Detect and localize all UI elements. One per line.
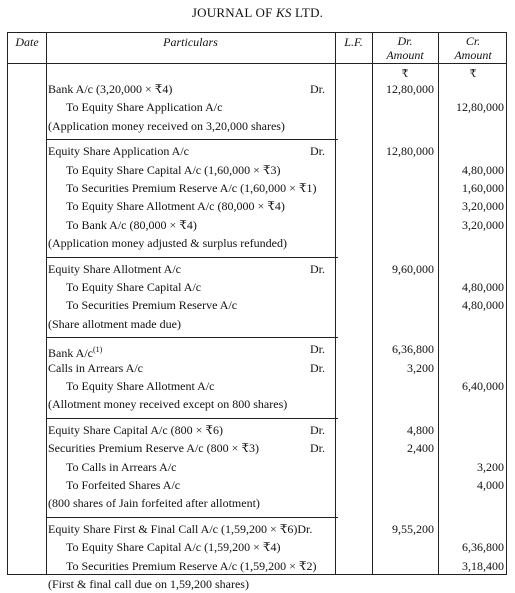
debit-amount: 9,55,200 <box>392 521 434 536</box>
particular-text: To Equity Share Allotment A/c (80,000 × ₹4) <box>66 199 285 214</box>
debit-amount: 2,400 <box>407 441 434 456</box>
entry-particular <box>66 539 281 556</box>
credit-amount: 4,80,000 <box>462 298 504 313</box>
particular-text: To Forfeited Shares A/c <box>66 478 181 492</box>
credit-amount: 12,80,000 <box>456 100 504 115</box>
particular-text: Equity Share First & Final Call A/c (1,59,200 × ₹6)Dr. <box>48 521 313 536</box>
dr-currency-symbol: ₹ <box>401 68 409 80</box>
entry-particular <box>48 118 285 135</box>
credit-amount: 4,000 <box>477 478 504 492</box>
entry-divider <box>46 418 338 419</box>
entry-particular <box>48 81 172 98</box>
entry-particular <box>66 279 201 296</box>
entry-particular <box>66 217 197 234</box>
credit-amount: 6,40,000 <box>462 379 504 393</box>
particular-text: (Share allotment made due) <box>48 316 181 331</box>
credit-amount: 4,80,000 <box>462 162 504 177</box>
particular-text: (Application money received on 3,20,000 shares) <box>48 118 285 133</box>
col-divider-particulars <box>335 33 336 574</box>
title-company: KS <box>275 5 292 20</box>
entry-particular <box>48 576 249 593</box>
particular-text: (Allotment money received except on 800 shares) <box>48 397 288 412</box>
debit-amount: 12,80,000 <box>386 144 434 159</box>
entry-particular <box>48 360 143 377</box>
entry-particular <box>48 235 287 252</box>
entry-particular <box>66 297 237 314</box>
entry-particular <box>48 422 223 439</box>
header-particulars: Particulars <box>163 35 218 49</box>
debit-marker: Dr. <box>310 441 325 456</box>
debit-amount: 12,80,000 <box>386 82 434 96</box>
entry-particular <box>66 99 222 116</box>
particular-text: (First & final call due on 1,59,200 shares) <box>48 577 249 591</box>
entry-particular <box>48 261 181 278</box>
particular-text: To Equity Share Capital A/c (1,60,000 × ₹3) <box>66 162 281 177</box>
credit-amount: 3,200 <box>477 459 504 474</box>
debit-marker: Dr. <box>310 342 325 357</box>
particular-text: To Securities Premium Reserve A/c (1,60,000 × ₹1) <box>66 181 317 195</box>
particular-text: To Securities Premium Reserve A/c <box>66 298 238 313</box>
debit-marker: Dr. <box>310 360 325 375</box>
debit-marker: Dr. <box>310 422 325 437</box>
particular-text: Equity Share Allotment A/c <box>48 261 181 276</box>
header-cr-amount: Cr. Amount <box>454 34 492 62</box>
credit-amount: 4,80,000 <box>462 280 504 294</box>
particular-text: To Bank A/c (80,000 × ₹4) <box>66 217 197 232</box>
debit-marker: Dr. <box>310 82 325 96</box>
particular-text: To Equity Share Application A/c <box>66 100 223 115</box>
entry-particular <box>48 495 260 512</box>
entry-divider <box>46 337 338 338</box>
debit-amount: 4,800 <box>407 422 434 437</box>
particular-text: To Calls in Arrears A/c <box>66 459 177 474</box>
particular-text: Securities Premium Reserve A/c (800 × ₹3) <box>48 441 260 456</box>
entry-particular <box>66 378 214 395</box>
particular-text: Equity Share Capital A/c (800 × ₹6) <box>48 422 224 437</box>
journal-title <box>0 5 515 21</box>
entry-particular <box>48 440 259 457</box>
entry-particular <box>48 396 287 413</box>
entry-particular <box>66 477 180 494</box>
entry-particular <box>66 180 317 197</box>
credit-amount: 3,20,000 <box>462 199 504 214</box>
particular-text: To Securities Premium Reserve A/c (1,59,200 × ₹2) <box>66 558 317 573</box>
title-suffix: LTD. <box>291 5 324 20</box>
entry-particular <box>66 162 281 179</box>
header-date: Date <box>15 35 39 49</box>
credit-amount: 6,36,800 <box>462 540 504 555</box>
credit-amount: 1,60,000 <box>462 181 504 195</box>
journal-table <box>7 32 507 591</box>
entry-particular <box>66 198 285 215</box>
particular-text: Bank A/c <box>48 346 93 361</box>
debit-amount: 9,60,000 <box>392 261 434 276</box>
entry-particular <box>66 459 176 476</box>
particular-text: To Equity Share Capital A/c <box>66 280 202 294</box>
particular-text: Calls in Arrears A/c <box>48 360 143 375</box>
header-dr-amount: Dr. Amount <box>386 34 424 62</box>
particular-text: Equity Share Application A/c <box>48 144 189 159</box>
entry-divider <box>46 257 338 258</box>
particular-text: To Equity Share Allotment A/c <box>66 379 215 393</box>
entry-particular <box>48 316 181 333</box>
col-divider-lf <box>372 33 373 574</box>
entry-particular <box>66 558 317 575</box>
particular-text: (Application money adjusted & surplus refunded) <box>48 236 287 251</box>
debit-amount: 6,36,800 <box>392 342 434 357</box>
cr-currency-symbol: ₹ <box>469 68 477 80</box>
credit-amount: 3,18,400 <box>462 558 504 573</box>
footnote-marker: (1) <box>93 345 103 355</box>
entry-particular <box>48 143 189 160</box>
entry-divider <box>46 517 338 518</box>
particular-text: To Equity Share Capital A/c (1,59,200 × ₹4) <box>66 540 281 555</box>
debit-marker: Dr. <box>310 144 325 159</box>
debit-amount: 3,200 <box>407 360 434 375</box>
particular-text: (800 shares of Jain forfeited after allotment) <box>48 496 260 511</box>
particular-text: Bank A/c (3,20,000 × ₹4) <box>48 82 173 96</box>
col-divider-date <box>46 33 47 574</box>
debit-marker: Dr. <box>310 261 325 276</box>
header-divider <box>8 63 506 64</box>
entry-divider <box>46 139 338 140</box>
entry-particular <box>48 521 312 538</box>
credit-amount: 3,20,000 <box>462 217 504 232</box>
title-prefix: JOURNAL OF <box>191 5 276 20</box>
header-lf: L.F. <box>344 35 363 49</box>
